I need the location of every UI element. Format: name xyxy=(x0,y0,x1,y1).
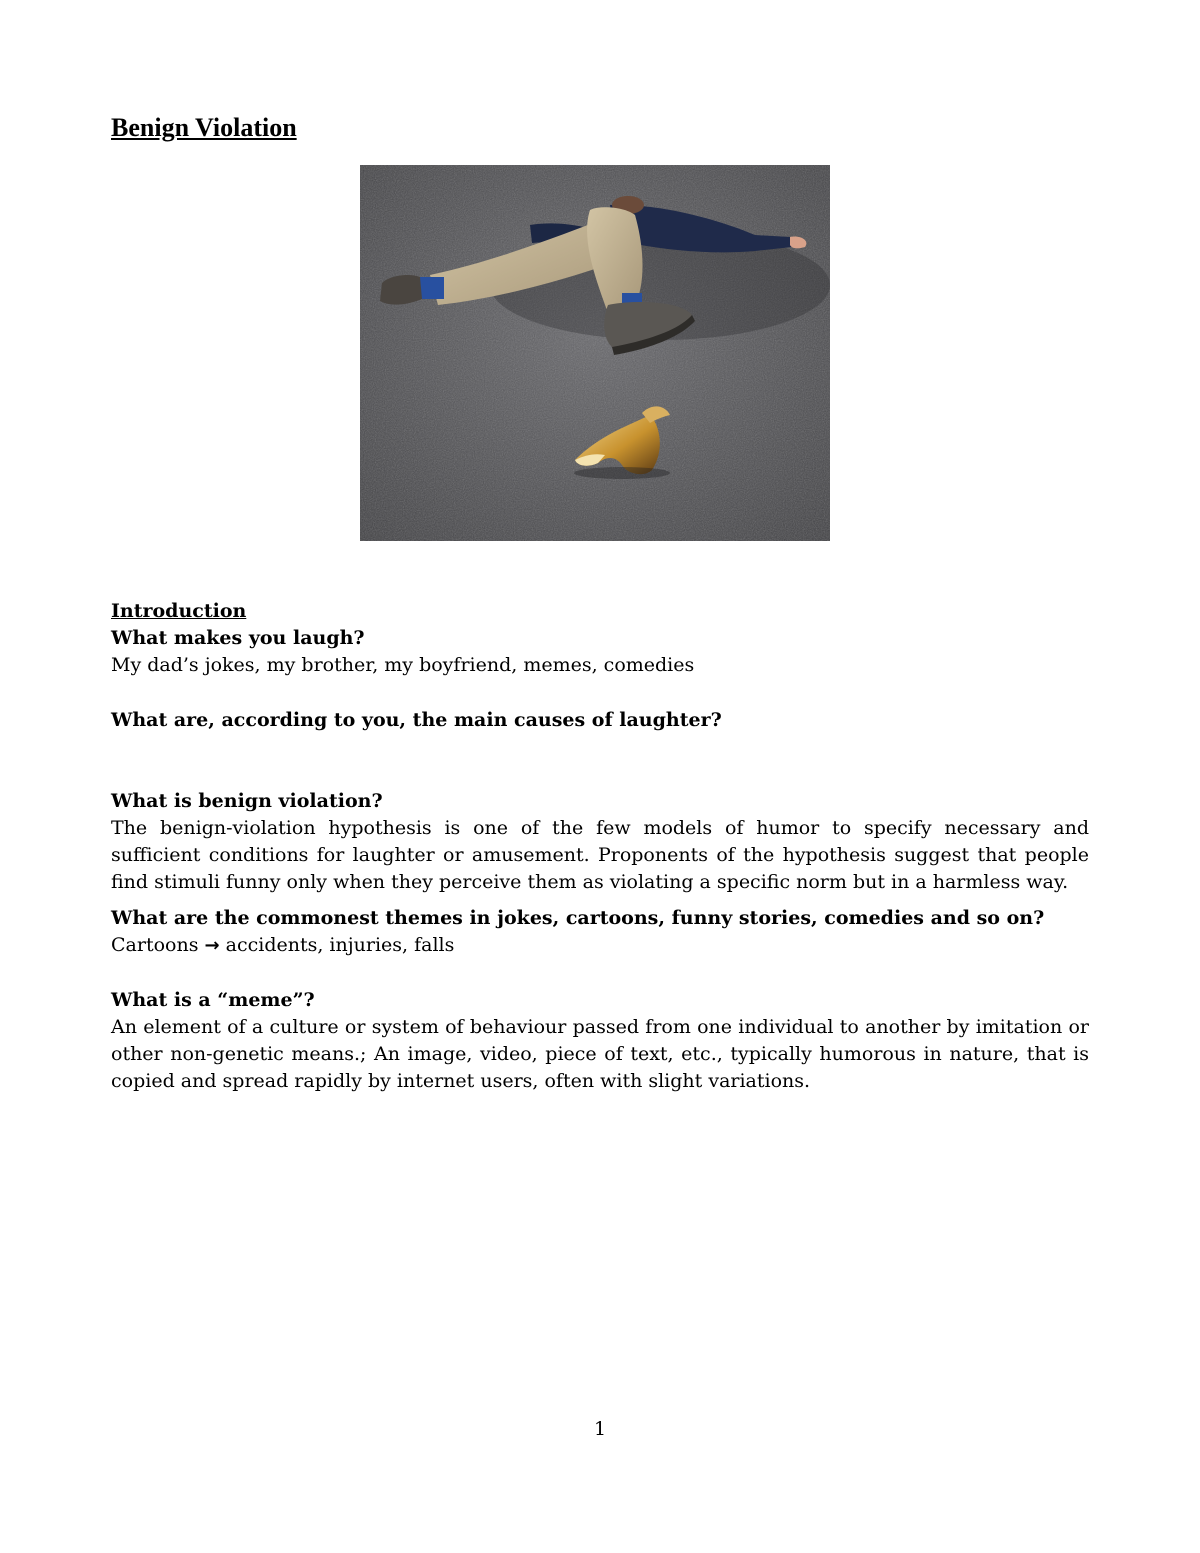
question-causes: What are, according to you, the main causes of laughter? xyxy=(111,709,722,731)
page-number: 1 xyxy=(593,1418,607,1440)
answer-themes-suffix: accidents, injuries, falls xyxy=(225,934,455,956)
question-benign-violation: What is benign violation? xyxy=(111,790,383,812)
answer-themes xyxy=(111,932,1089,959)
answer-laugh: My dad’s jokes, my brother, my boyfriend, memes, comedies xyxy=(111,654,695,676)
answer-benign-violation: The benign-violation hypothesis is one of the few models of humor to specify necessary and sufficient conditions for laughter or amusement. Proponents of the hypothesis suggest that people find stimuli funny only when they perceive them as violating a specific norm but in a harmless way. xyxy=(111,817,1089,893)
answer-themes-prefix: Cartoons xyxy=(111,934,199,956)
question-laugh: What makes you laugh? xyxy=(111,627,365,649)
document-title: Benign Violation xyxy=(111,113,297,142)
question-themes: What are the commonest themes in jokes, cartoons, funny stories, comedies and so on? xyxy=(111,907,1045,929)
document-body xyxy=(111,598,1089,1095)
arrow-right-icon: → xyxy=(204,935,220,956)
question-meme: What is a “meme”? xyxy=(111,989,315,1011)
photo-illustration-icon xyxy=(360,165,830,541)
banana-peel-photo xyxy=(360,165,830,541)
intro-heading: Introduction xyxy=(111,600,247,622)
answer-meme: An element of a culture or system of behaviour passed from one individual to another by imitation or other non-genetic means.; An image, video, piece of text, etc., typically humorous in nature, that is copied and spread rapidly by internet users, often with slight variations. xyxy=(111,1016,1089,1092)
